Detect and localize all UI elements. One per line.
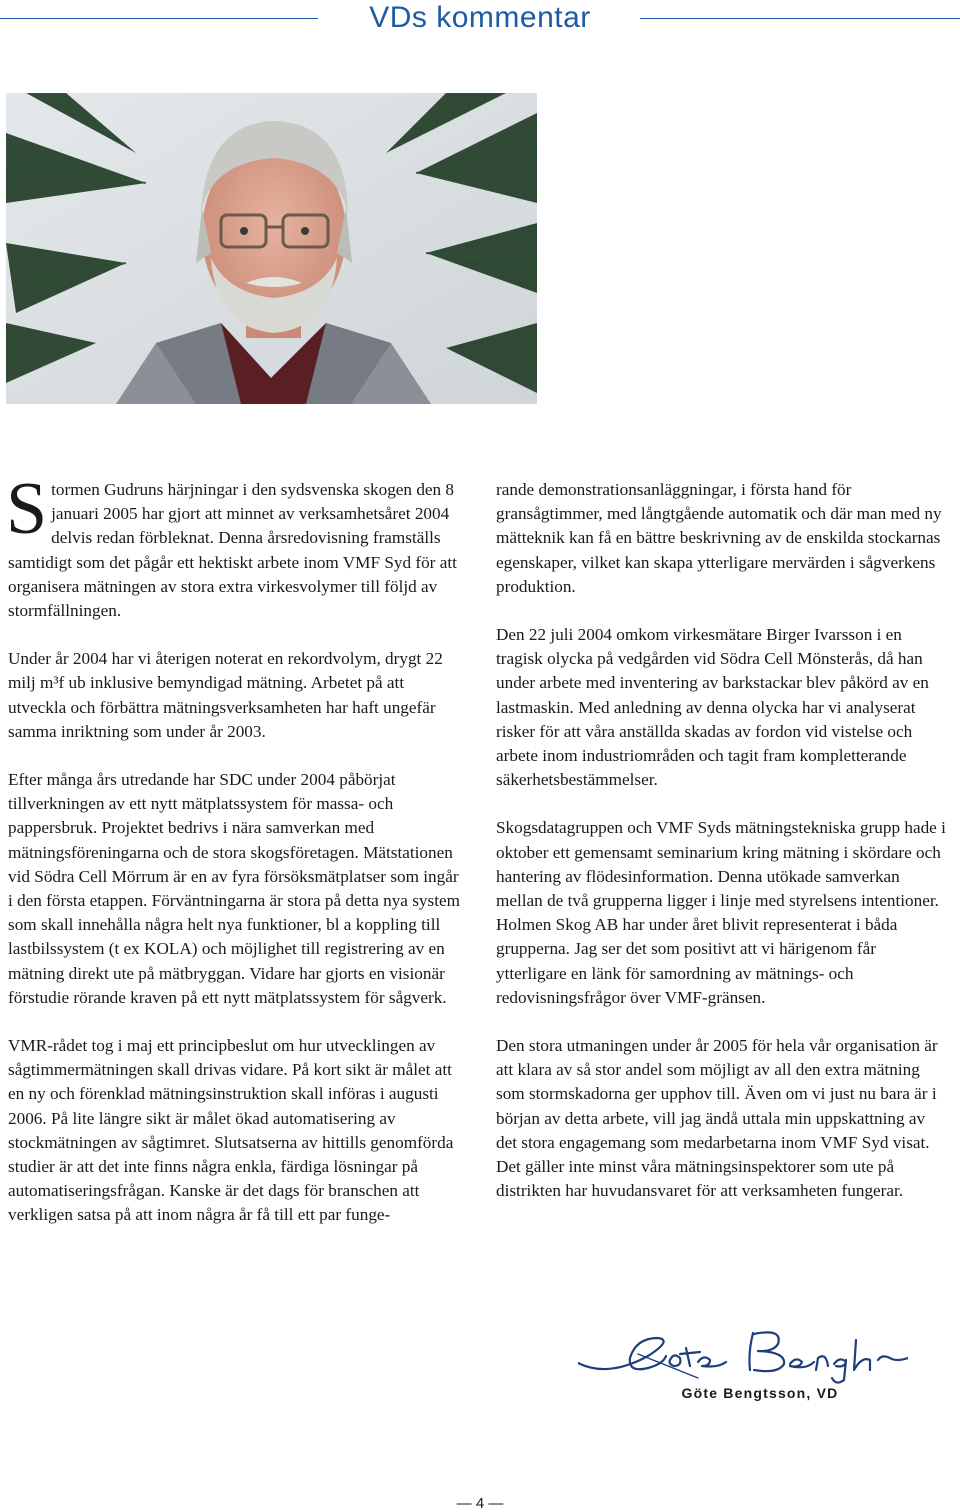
paragraph: Den stora utmaningen under år 2005 för hela vår organisation är att klara av så stor andel som möjligt av all den extra mätning som stormskadorna ger upphov till. Även om vi just nu bara är i början av detta arbete, vill jag ändå uttala min uppskattning av det stora engagemang som medarbetarna inom VMF Syd visat. Det gäller inte minst våra mätningsinspektorer som ute på distrikten har huvudansvaret för att verksamheten fungerar. xyxy=(496,1036,938,1201)
dropcap: S xyxy=(6,468,48,550)
paragraph: Under år 2004 har vi återigen noterat en rekordvolym, drygt 22 milj m³f ub inklusive bemyndigad mätning. Arbetet på att utveckla och förbättra mätningsverksamheten har haft ungefär samma inriktning som under år 2003. xyxy=(8,649,443,741)
header-rule-right xyxy=(640,18,960,19)
paragraph: Den 22 juli 2004 omkom virkesmätare Birger Ivarsson i en tragisk olycka på vedgården vid Södra Cell Mönsterås, då han under arbete med inventering av barkstackar blev påkörd av en lastmaskin. Med anledning av denna olycka har vi analyserat risker för att våra anställda skadas av fordon vid vistelse och arbete inom industriområden och tagit fram kompletterande säkerhetsbestämmelser. xyxy=(496,625,929,790)
handwritten-signature xyxy=(578,1318,908,1388)
portrait-photo xyxy=(6,93,537,404)
paragraph: Efter många års utredande har SDC under 2004 påbörjat tillverkningen av ett nytt mätplatssystem för massa- och pappersbruk. Projektet bedrivs i nära samverkan med mätningsföreningarna och de stora skogsföretagen. Mätstationen vid Södra Cell Mörrum är en av fyra försöksmätplatser som ingår i den första etappen. Förväntningarna är stora på detta nya system som skall innehålla några helt nya funktioner, bl a koppling till lastbilssystem (t ex KOLA) och möjlighet till registrering av en mätning direkt ute på mätbryggan. Vidare har gjorts en visionär förstudie rörande kraven på ett nytt mätplatssystem för sågverk. xyxy=(8,770,460,1007)
page-title: VDs kommentar xyxy=(369,1,591,34)
paragraph: Skogsdatagruppen och VMF Syds mätningstekniska grupp hade i oktober ett gemensamt seminarium kring mätning i skördare och hantering av flödesinformation. Denna utökade samverkan mellan de två grupperna ligger i linje med styrelsens intentioner. Holmen Skog AB har under året blivit representerat i båda grupperna. Jag ser det som positivt att vi härigenom får ytterligare en länk för samordning av mätnings- och redovisningsfrågor över VMF-gränsen. xyxy=(496,818,946,1007)
page-number: — 4 — xyxy=(456,1495,504,1512)
paragraph: rande demonstrationsanläggningar, i första hand för gransågtimmer, med långtgående automatik och där man med ny mätteknik kan få en bättre beskrivning av de enskilda stockarnas egenskaper, vilket kan skapa ytterligare mervärden i sågverkens produktion. xyxy=(496,480,942,596)
article-column-left xyxy=(6,468,460,1252)
paragraph: VMR-rådet tog i maj ett principbeslut om hur utvecklingen av sågtimmermätningen skall drivas vidare. På kort sikt är målet att en ny och förenklad mätningsinstruktion skall införas i augusti 2006. På lite längre sikt är målet ökad automatisering av stockmätningen av sågtimret. Slutsatserna av hittills genomförda studier är att det inte finns några enkla, färdiga lösningar på automatiseringsfrågan. Kanske är det dags för branschen att verkligen satsa på att inom några år få till ett par funge- xyxy=(8,1036,454,1225)
paragraph: Stormen Gudruns härjningar i den sydsvenska skogen den 8 januari 2005 har gjort att minnet av verksamhetsåret 2004 delvis redan förbleknat. Denna årsredovisning framställs samtidigt som det pågår ett hektiskt arbete inom VMF Syd för att organisera mätningen av stora extra virkesvolymer till följd av stormfällningen. xyxy=(6,468,457,621)
header-rule-left xyxy=(0,18,318,19)
article-column-right xyxy=(496,478,948,1227)
signature-name: Göte Bengtsson, VD xyxy=(681,1385,839,1401)
